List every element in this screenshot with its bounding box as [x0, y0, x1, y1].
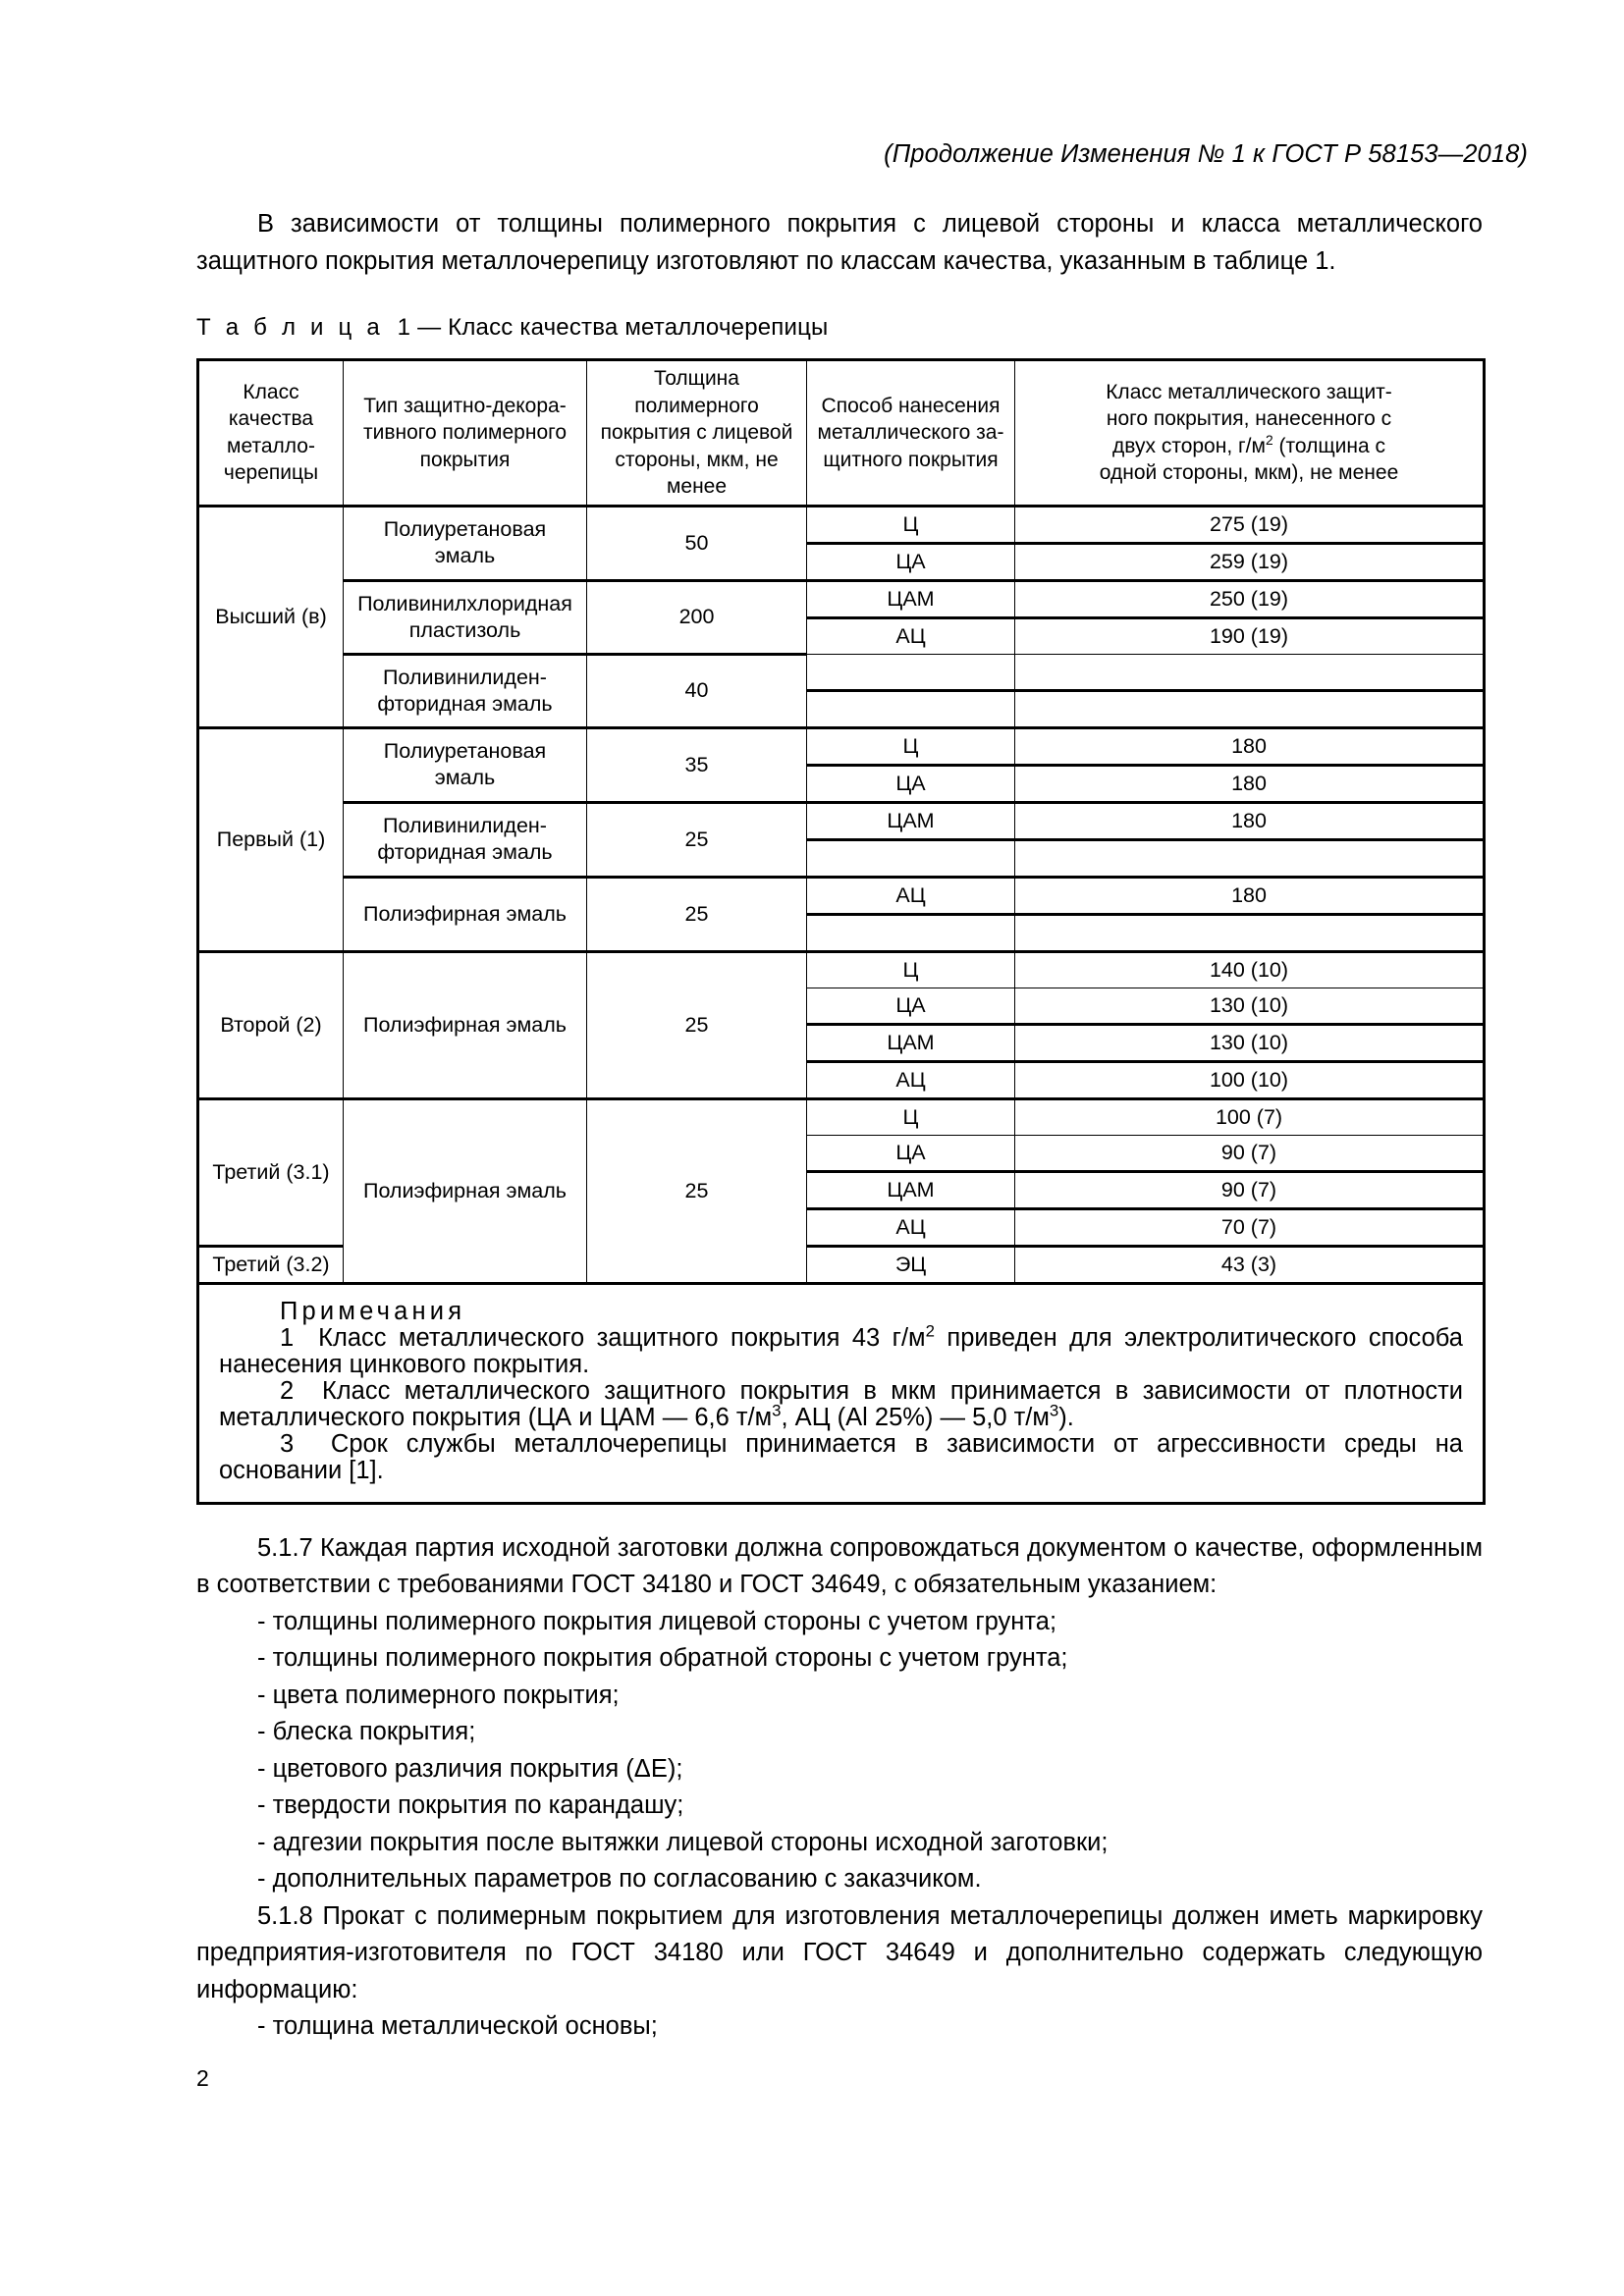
list-item: - толщины полимерного покрытия обратной стороны с учетом грунта;	[257, 1644, 1068, 1672]
cell-metal-class: 140 (10)	[1015, 951, 1485, 988]
note-number: 1	[280, 1323, 295, 1352]
cell-method: Ц	[807, 727, 1015, 765]
cell-coating-type	[344, 580, 587, 654]
col-header-metal-class-l4: одной стороны, мкм), не менее	[1099, 461, 1399, 485]
cell-thickness: 35	[587, 727, 807, 802]
cell-coating-type	[344, 727, 587, 802]
col-header-class-l4: черепицы	[223, 461, 319, 485]
cell-metal-class: 180	[1015, 727, 1485, 765]
col-header-metal-class-l1: Класс металлического защит-	[1106, 380, 1392, 403]
table-row	[198, 1098, 1485, 1135]
cell-method: АЦ	[807, 1061, 1015, 1098]
cell-method: ЦАМ	[807, 1024, 1015, 1061]
cell-method: Ц	[807, 506, 1015, 543]
note-item	[219, 1378, 1463, 1431]
cell-metal-class: 180	[1015, 877, 1485, 914]
col-header-class-l1: Класс	[243, 380, 299, 403]
col-header-thickness-l2: покрытия с лицевой	[600, 421, 793, 444]
table-notes	[198, 1283, 1485, 1503]
cell-metal-class: 130 (10)	[1015, 1024, 1485, 1061]
metal-class-unit-sup: 2	[1265, 431, 1273, 448]
cell-coating-type: Полиэфирная эмаль	[344, 877, 587, 951]
cell-metal-class: 43 (3)	[1015, 1246, 1485, 1283]
list-item: - толщины полимерного покрытия лицевой стороны с учетом грунта;	[257, 1607, 1057, 1635]
col-header-thickness-l1: Толщина полимерного	[634, 367, 759, 417]
cell-metal-class: 250 (19)	[1015, 580, 1485, 617]
table-row	[198, 654, 1485, 690]
coating-line: эмаль	[434, 766, 496, 789]
table-row	[198, 951, 1485, 988]
list-item: - цвета полимерного покрытия;	[257, 1681, 620, 1709]
table-row	[198, 506, 1485, 543]
cell-thickness: 25	[587, 1098, 807, 1283]
cell-method: АЦ	[807, 1208, 1015, 1246]
coating-line: фторидная эмаль	[377, 840, 553, 864]
cell-metal-class-spacer	[1015, 690, 1485, 727]
cell-metal-class: 180	[1015, 765, 1485, 802]
col-header-coating-type-l3: покрытия	[419, 448, 511, 471]
cell-quality-class: Высший (в)	[198, 506, 344, 727]
cell-thickness: 200	[587, 580, 807, 654]
cell-method: АЦ	[807, 877, 1015, 914]
note-number: 3	[280, 1429, 295, 1458]
coating-line: эмаль	[434, 544, 496, 567]
cell-method: ЦАМ	[807, 580, 1015, 617]
table-row	[198, 877, 1485, 914]
col-header-method-l3: щитного покрытия	[823, 448, 999, 471]
col-header-metal-class	[1015, 360, 1485, 507]
cell-quality-class: Второй (2)	[198, 951, 344, 1098]
col-header-metal-class-l3	[1021, 433, 1477, 460]
table-row	[198, 727, 1485, 765]
table-row	[198, 802, 1485, 839]
note-sup: 2	[925, 1321, 935, 1340]
note-sup: 3	[772, 1401, 782, 1419]
coating-line: Полиуретановая	[383, 739, 547, 763]
cell-method: ЭЦ	[807, 1246, 1015, 1283]
metal-class-unit-text: двух сторон, г/м	[1112, 434, 1266, 457]
section-5-1-7: 5.1.7 Каждая партия исходной заготовки должна сопровождаться документом о качестве, оформленным в соответствии с требованиями ГОСТ 34180 и ГОСТ 34649, с обязательным указанием:	[196, 1533, 1483, 1598]
cell-method: ЦАМ	[807, 1171, 1015, 1208]
cell-metal-class: 259 (19)	[1015, 543, 1485, 580]
coating-line: пластизоль	[408, 617, 521, 642]
cell-thickness: 25	[587, 951, 807, 1098]
table-body	[198, 506, 1485, 1503]
cell-method: ЦА	[807, 1135, 1015, 1171]
list-item: - дополнительных параметров по согласованию с заказчиком.	[257, 1865, 982, 1893]
running-header: (Продолжение Изменения № 1 к ГОСТ Р 58153—2018)	[884, 140, 1528, 168]
coating-line: Поливинилхлоридная	[357, 591, 572, 615]
note-item	[219, 1321, 1463, 1378]
col-header-class-l3: металло-	[227, 434, 315, 457]
cell-metal-class: 190 (19)	[1015, 617, 1485, 654]
cell-method-spacer	[807, 914, 1015, 951]
cell-method: Ц	[807, 1098, 1015, 1135]
cell-method-spacer	[807, 690, 1015, 727]
table-notes-row	[198, 1283, 1485, 1503]
cell-metal-class: 70 (7)	[1015, 1208, 1485, 1246]
metal-class-unit-tail: (толщина с	[1272, 434, 1385, 457]
cell-method: Ц	[807, 951, 1015, 988]
note-text-mid: , АЦ (Al 25%) — 5,0 т/м	[781, 1403, 1050, 1431]
list-item: - адгезии покрытия после вытяжки лицевой стороны исходной заготовки;	[257, 1828, 1109, 1856]
note-text: Срок службы металлочерепицы принимается в зависимости от агрессивности среды на основании [1].	[219, 1429, 1463, 1484]
list-item: - толщина металлической основы;	[257, 2012, 658, 2040]
cell-thickness: 25	[587, 802, 807, 877]
table-caption-number: 1	[397, 314, 411, 341]
cell-metal-class-spacer	[1015, 654, 1485, 690]
notes-title: Примечания	[280, 1297, 466, 1325]
col-header-class-l2: качества	[228, 407, 314, 431]
cell-method: ЦА	[807, 543, 1015, 580]
cell-metal-class: 275 (19)	[1015, 506, 1485, 543]
cell-metal-class: 90 (7)	[1015, 1171, 1485, 1208]
note-sup: 3	[1049, 1401, 1059, 1419]
col-header-thickness-l3: стороны, мкм, не	[615, 448, 779, 471]
list-item: - цветового различия покрытия (ΔЕ);	[257, 1754, 683, 1783]
note-item	[219, 1431, 1463, 1484]
cell-coating-type	[344, 802, 587, 877]
col-header-thickness-l4: менее	[666, 475, 728, 498]
cell-metal-class-spacer	[1015, 914, 1485, 951]
page-content	[196, 206, 1483, 2046]
note-text-tail: приведен для электролитического способа нанесения цинкового покрытия.	[219, 1323, 1463, 1378]
table-caption-title: Класс качества металлочерепицы	[448, 314, 829, 341]
note-number: 2	[280, 1376, 295, 1405]
cell-thickness: 40	[587, 654, 807, 727]
cell-thickness: 25	[587, 877, 807, 951]
cell-quality-class: Третий (3.1)	[198, 1098, 344, 1246]
cell-metal-class: 100 (10)	[1015, 1061, 1485, 1098]
cell-quality-class: Третий (3.2)	[198, 1246, 344, 1283]
cell-coating-type	[344, 654, 587, 727]
page-number: 2	[196, 2065, 209, 2091]
note-text: Класс металлического защитного покрытия 43 г/м	[318, 1323, 926, 1352]
col-header-class	[198, 360, 344, 507]
cell-method-spacer	[807, 839, 1015, 877]
col-header-method-l2: металлического за-	[817, 421, 1004, 444]
list-item: - блеска покрытия;	[257, 1718, 476, 1745]
table-head	[198, 360, 1485, 507]
col-header-method	[807, 360, 1015, 507]
coating-line: фторидная эмаль	[377, 691, 553, 716]
col-header-thickness	[587, 360, 807, 507]
table-row	[198, 580, 1485, 617]
note-text-tail: ).	[1058, 1403, 1074, 1431]
coating-line: Полиуретановая	[383, 517, 547, 541]
cell-method: АЦ	[807, 617, 1015, 654]
col-header-metal-class-l2: ного покрытия, нанесенного с	[1106, 407, 1392, 431]
col-header-coating-type-l1: Тип защитно-декора-	[363, 394, 567, 417]
post-table-sections	[196, 1505, 1483, 2046]
col-header-coating-type-l2: тивного полимерного	[362, 421, 568, 444]
cell-method: ЦА	[807, 988, 1015, 1024]
quality-class-table	[196, 358, 1486, 1505]
cell-coating-type	[344, 506, 587, 580]
cell-coating-type: Полиэфирная эмаль	[344, 1098, 587, 1283]
cell-method-spacer	[807, 654, 1015, 690]
cell-quality-class: Первый (1)	[198, 727, 344, 951]
cell-metal-class-spacer	[1015, 839, 1485, 877]
cell-metal-class: 90 (7)	[1015, 1135, 1485, 1171]
table-header-row	[198, 360, 1485, 507]
cell-metal-class: 180	[1015, 802, 1485, 839]
coating-line: Поливинилиден-	[383, 814, 547, 837]
col-header-coating-type	[344, 360, 587, 507]
cell-coating-type: Полиэфирная эмаль	[344, 951, 587, 1098]
intro-paragraph: В зависимости от толщины полимерного покрытия с лицевой стороны и класса металлического защитного покрытия металлочерепицу изготовляют по классам качества, указанным в таблице 1.	[196, 210, 1483, 275]
cell-metal-class: 100 (7)	[1015, 1098, 1485, 1135]
table-caption-label: Т а б л и ц а	[196, 314, 384, 341]
col-header-method-l1: Способ нанесения	[821, 394, 1001, 417]
cell-method: ЦАМ	[807, 802, 1015, 839]
table-caption-dash: —	[417, 314, 442, 341]
note-text: Класс металлического защитного покрытия в мкм принимается в зависимости от плотности металлического покрытия (ЦА и ЦАМ — 6,6 т/м	[219, 1376, 1463, 1431]
table-caption	[196, 280, 1483, 358]
cell-metal-class: 130 (10)	[1015, 988, 1485, 1024]
coating-line: Поливинилиден-	[383, 665, 547, 689]
cell-method: ЦА	[807, 765, 1015, 802]
cell-thickness: 50	[587, 506, 807, 580]
section-5-1-8: 5.1.8 Прокат с полимерным покрытием для изготовления металлочерепицы должен иметь маркировку предприятия-изготовителя по ГОСТ 34180 или ГОСТ 34649 и дополнительно содержать следующую информацию:	[196, 1901, 1483, 2003]
list-item: - твердости покрытия по карандашу;	[257, 1791, 684, 1819]
